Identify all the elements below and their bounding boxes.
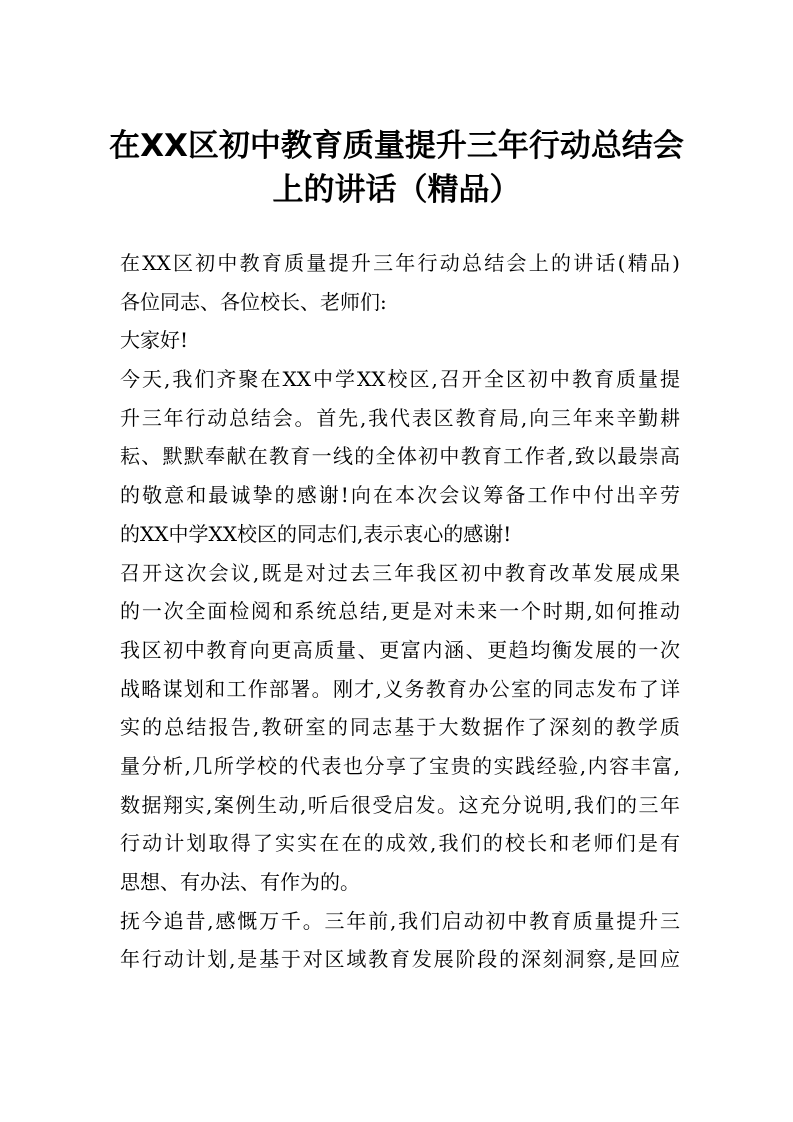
body-text-line: 抚今追昔,感慨万千。三年前,我们启动初中教育质量提升三 [120, 908, 680, 933]
body-text-line: 量分析,几所学校的代表也分享了宝贵的实践经验,内容丰富, [120, 753, 680, 778]
body-text-line: 的XX中学XX校区的同志们,表示衷心的感谢! [120, 521, 512, 546]
body-text-line: 战略谋划和工作部署。刚才,义务教育办公室的同志发布了详 [120, 676, 680, 701]
body-text-line: 行动计划取得了实实在在的成效,我们的校长和老师们是有 [120, 831, 680, 856]
body-text-line: 我区初中教育向更高质量、更富内涵、更趋均衡发展的一次 [120, 637, 680, 662]
body-text-line: 的敬意和最诚挚的感谢!向在本次会议筹备工作中付出辛劳 [120, 483, 680, 508]
body-text-line: 年行动计划,是基于对区域教育发展阶段的深刻洞察,是回应 [120, 947, 680, 972]
body-text-line: 召开这次会议,既是对过去三年我区初中教育改革发展成果 [120, 560, 680, 585]
body-text-line: 思想、有办法、有作为的。 [120, 870, 360, 894]
body-text-line: 实的总结报告,教研室的同志基于大数据作了深刻的教学质 [120, 715, 680, 740]
body-text-line: 升三年行动总结会。首先,我代表区教育局,向三年来辛勤耕 [120, 405, 680, 430]
body-text-line: 在XX区初中教育质量提升三年行动总结会上的讲话(精品) [120, 251, 680, 275]
document-body [120, 244, 680, 979]
body-text-line: 的一次全面检阅和系统总结,更是对未来一个时期,如何推动 [120, 599, 680, 624]
body-text-line: 大家好! [120, 328, 189, 353]
body-text-line: 耘、默默奉献在教育一线的全体初中教育工作者,致以最崇高 [120, 444, 680, 469]
document-title-line-2: 上的讲话（精品） [272, 172, 521, 208]
body-text-line: 数据翔实,案例生动,听后很受启发。这充分说明,我们的三年 [120, 792, 680, 817]
body-text-line: 各位同志、各位校长、老师们: [120, 289, 387, 314]
document-title-line-1: 在XX区初中教育质量提升三年行动总结会 [109, 128, 684, 164]
body-text-line: 今天,我们齐聚在XX中学XX校区,召开全区初中教育质量提 [120, 367, 680, 392]
